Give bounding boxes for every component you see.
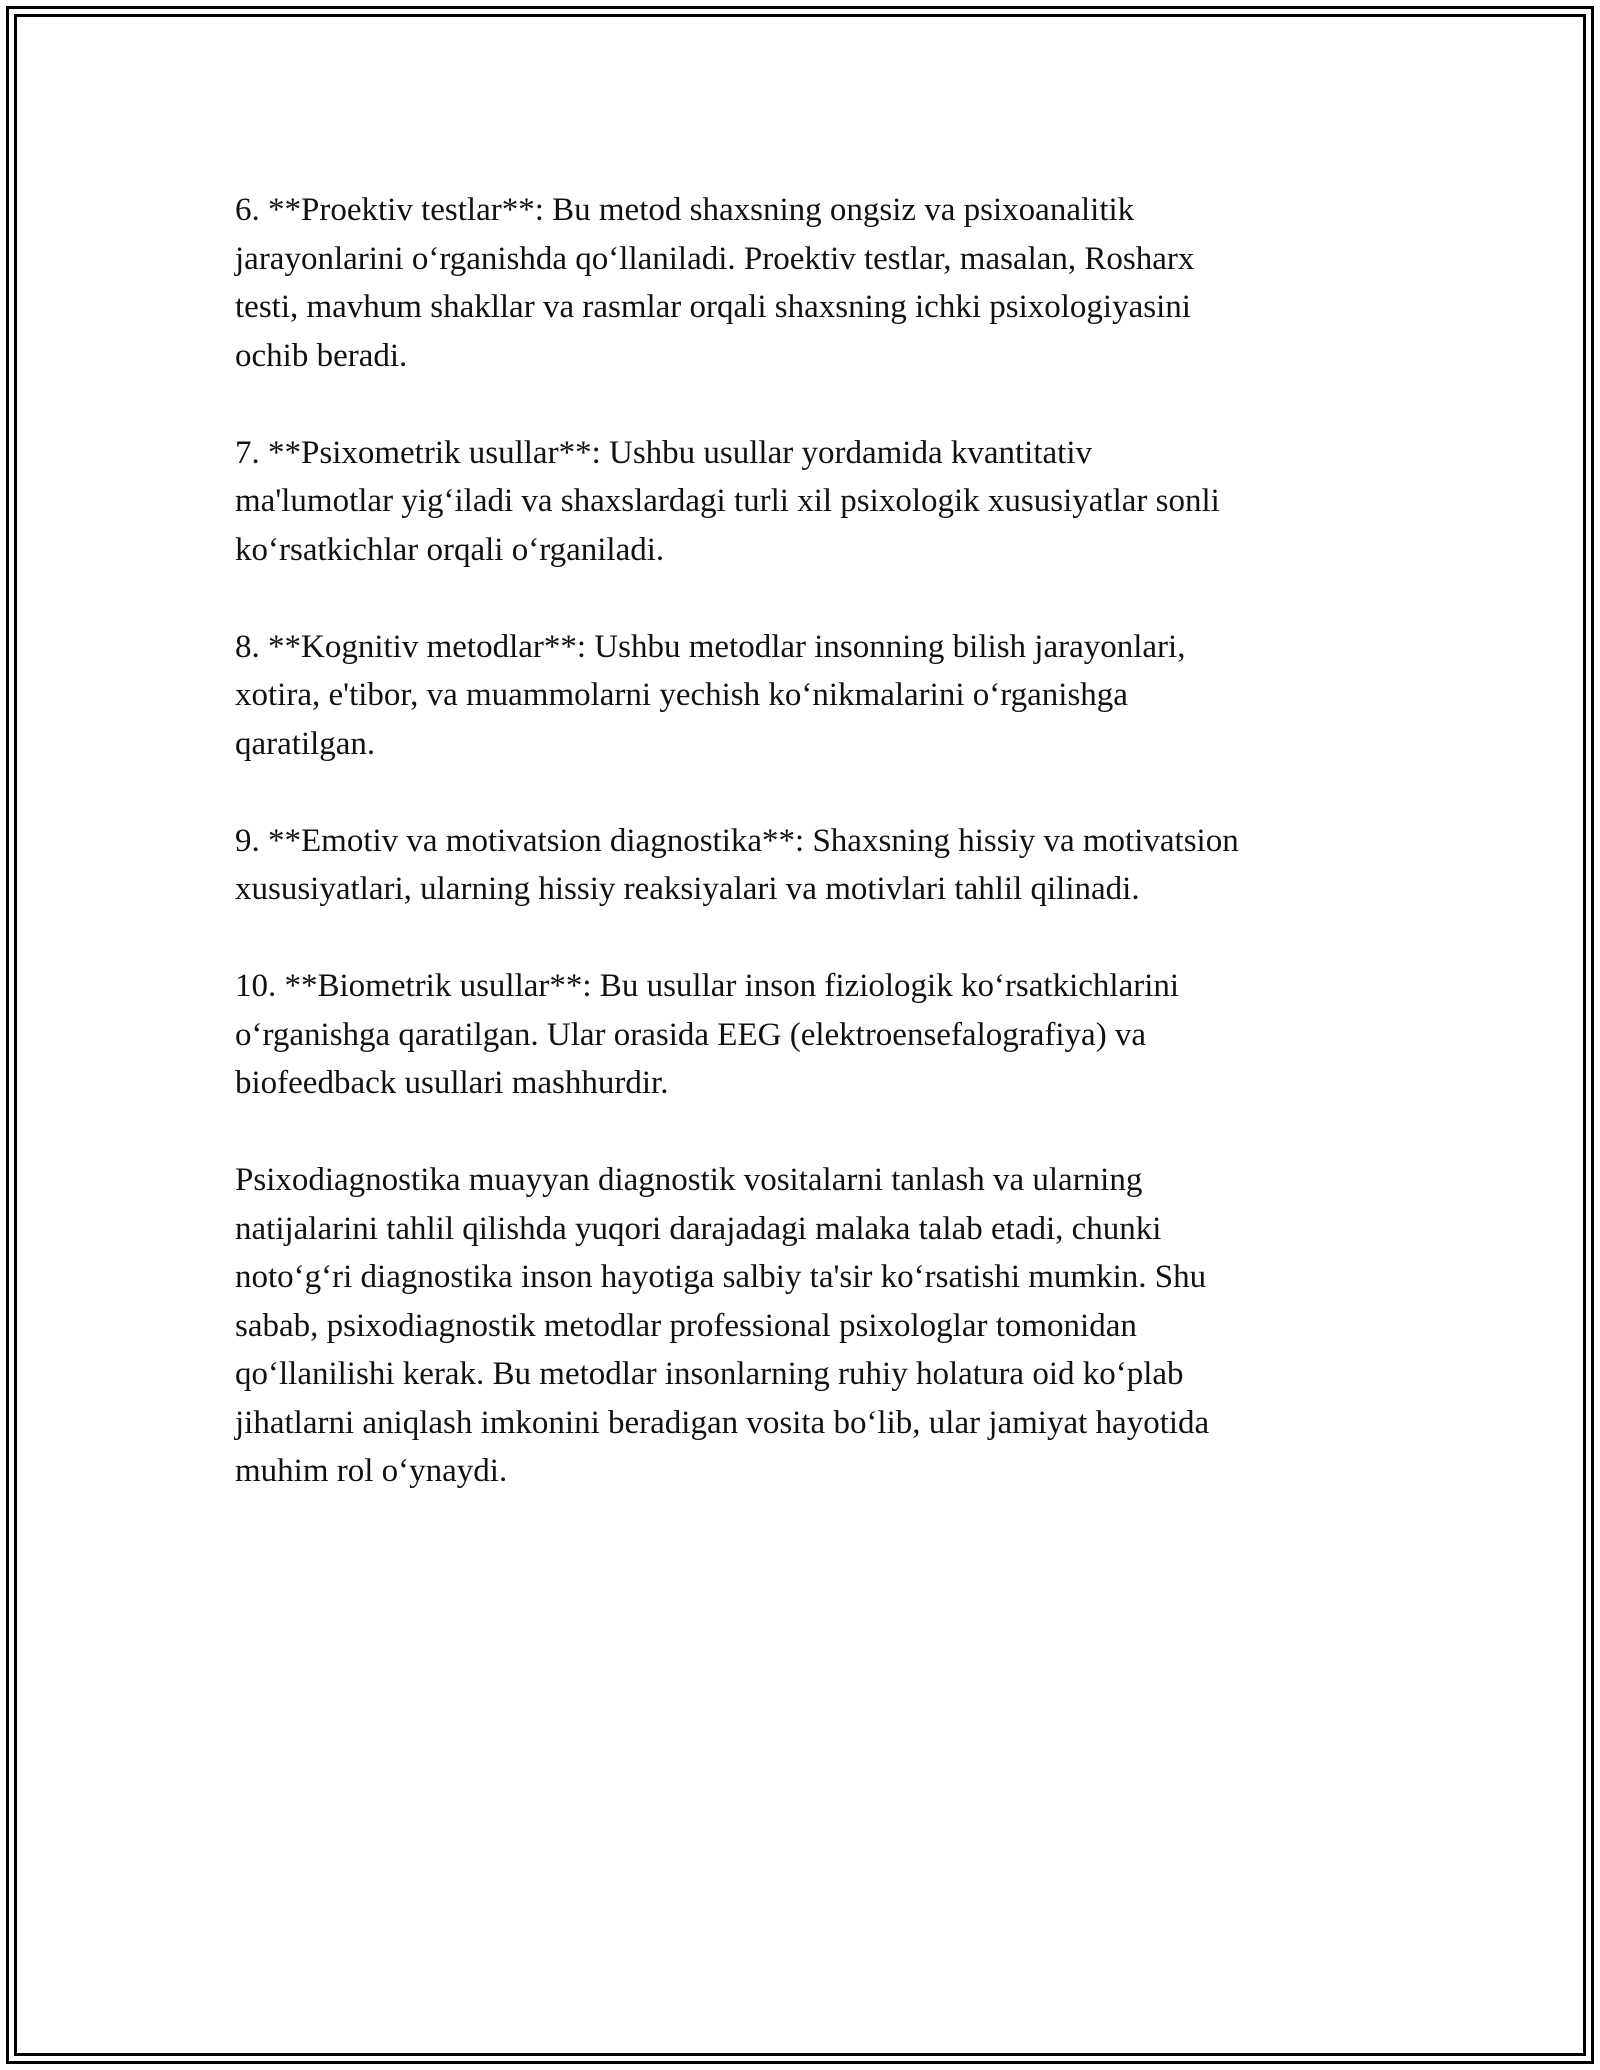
document-body (235, 186, 1365, 1544)
paragraph-emotive-motivational-diagnostics: 9. **Emotiv va motivatsion diagnostika**: Shaxsning hissiy va motivatsion xususiyatlari, ularning hissiy reaksiyalari va motivlari tahlil qilinadi. (235, 822, 1239, 907)
paragraph-projective-tests: 6. **Proektiv testlar**: Bu metod shaxsning ongsiz va psixoanalitik jarayonlarini oʻrganishda qoʻllaniladi. Proektiv testlar, masalan, Rosharx testi, mavhum shakllar va rasmlar orqali shaxsning ichki psixologiyasini ochib beradi. (235, 192, 1195, 374)
paragraph-biometric-methods: 10. **Biometrik usullar**: Bu usullar inson fiziologik koʻrsatkichlarini oʻrganishga qaratilgan. Ular orasida EEG (elektroensefalografiya) va biofeedback usullari mashhurdir. (235, 968, 1180, 1101)
paragraph-cognitive-methods: 8. **Kognitiv metodlar**: Ushbu metodlar insonning bilish jarayonlari, xotira, e'tibor, va muammolarni yechish koʻnikmalarini oʻrganishga qaratilgan. (235, 628, 1186, 762)
paragraph-psychometric-methods: 7. **Psixometrik usullar**: Ushbu usullar yordamida kvantitativ ma'lumotlar yigʻiladi va shaxslardagi turli xil psixologik xususiyatlar sonli koʻrsatkichlar orqali oʻrganiladi. (235, 434, 1220, 568)
paragraph-conclusion: Psixodiagnostika muayyan diagnostik vositalarni tanlash va ularning natijalarini tahlil qilishda yuqori darajadagi malaka talab etadi, chunki notoʻgʻri diagnostika inson hayotiga salbiy ta'sir koʻrsatishi mumkin. Shu sabab, psixodiagnostik metodlar professional psixologlar tomonidan qoʻllanilishi kerak. Bu metodlar insonlarning ruhiy holatura oid koʻplab jihatlarni aniqlash imkonini beradigan vosita boʻlib, ular jamiyat hayotida muhim rol oʻynaydi. (235, 1162, 1210, 1489)
